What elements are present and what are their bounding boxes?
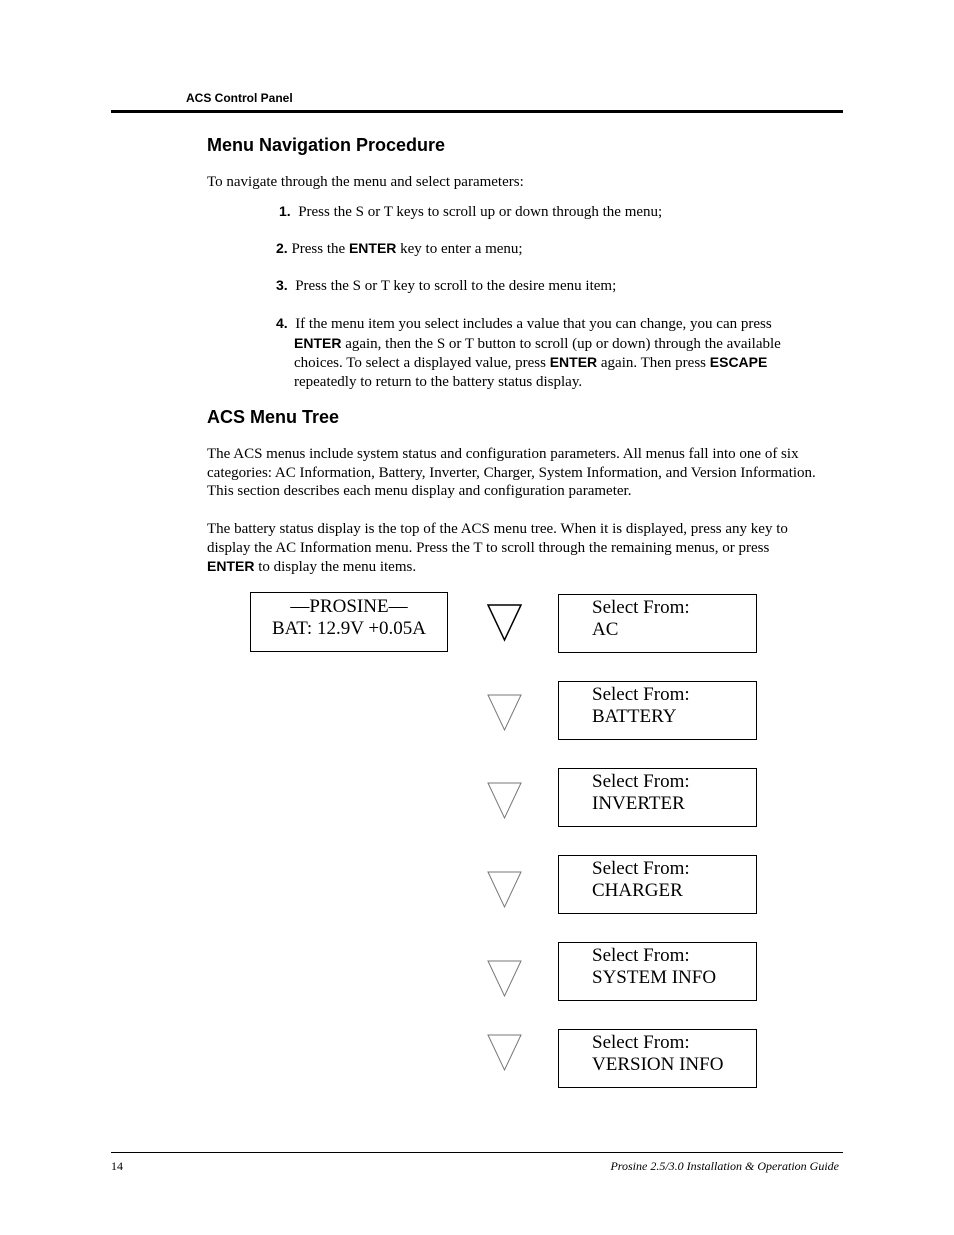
paragraph-line: This section describes each menu display and configuration parameter. <box>207 483 632 499</box>
header-rule <box>111 110 843 113</box>
down-triangle-icon <box>487 960 523 998</box>
menu-box-inverter <box>558 768 757 827</box>
heading-menu-navigation: Menu Navigation Procedure <box>207 135 446 155</box>
menu-box-line-1: Select From: <box>592 858 690 879</box>
step-line: again. Then press <box>597 355 710 371</box>
section-header: ACS Control Panel <box>186 91 293 105</box>
status-display-line-2: BAT: 12.9V +0.05A <box>271 618 427 639</box>
step-4 <box>276 314 836 391</box>
enter-key-label: ENTER <box>207 558 255 574</box>
page-number: 14 <box>111 1159 123 1173</box>
heading-acs-menu-tree: ACS Menu Tree <box>207 407 340 427</box>
step-line: choices. To select a displayed value, press <box>294 355 550 371</box>
down-triangle-icon <box>487 604 523 642</box>
step-text: Press the S or T key to scroll to the desire menu item; <box>295 278 617 294</box>
step-line: again, then the S or T button to scroll (up or down) through the available <box>341 335 781 352</box>
step-number: 1. <box>279 203 291 219</box>
menu-box-line-2: INVERTER <box>592 793 685 814</box>
menu-box-line-2: AC <box>592 619 619 640</box>
step-line: If the menu item you select includes a value that you can change, you can press <box>295 316 772 332</box>
menu-box-battery <box>558 681 757 740</box>
paragraph-line: The ACS menus include system status and configuration parameters. All menus fall into one of six <box>207 446 799 462</box>
paragraph-line: The battery status display is the top of the ACS menu tree. When it is displayed, press any key to <box>207 521 788 537</box>
menu-box-line-1: Select From: <box>592 771 690 792</box>
paragraph-line: display the AC Information menu. Press the T to scroll through the remaining menus, or press <box>207 539 770 556</box>
paragraph-battery-status <box>207 520 847 577</box>
down-triangle-icon <box>487 1034 523 1072</box>
status-display-line-1: —PROSINE— <box>290 596 408 617</box>
document-title: Prosine 2.5/3.0 Installation & Operation Guide <box>610 1159 839 1173</box>
down-triangle-icon <box>487 871 523 909</box>
step-line: repeatedly to return to the battery status display. <box>294 373 583 390</box>
step-2 <box>276 239 523 259</box>
paragraph-line: categories: AC Information, Battery, Inverter, Charger, System Information, and Version Information. <box>207 464 816 481</box>
menu-box-line-2: SYSTEM INFO <box>592 967 717 988</box>
menu-box-system-info <box>558 942 757 1001</box>
step-number: 4. <box>276 315 288 331</box>
menu-box-line-1: Select From: <box>592 684 690 705</box>
menu-box-line-2: CHARGER <box>592 880 683 901</box>
menu-box-line-2: BATTERY <box>592 706 677 727</box>
enter-key-label: ENTER <box>294 334 342 351</box>
step-text-post: key to enter a menu; <box>396 241 523 257</box>
step-1 <box>279 202 662 222</box>
menu-box-line-1: Select From: <box>592 1032 690 1053</box>
enter-key-label: ENTER <box>348 240 397 256</box>
menu-box-line-1: Select From: <box>592 945 690 966</box>
step-number: 3. <box>276 277 288 293</box>
paragraph-line: to display the menu items. <box>254 559 417 575</box>
down-triangle-icon <box>487 782 523 820</box>
menu-box-ac <box>558 594 757 653</box>
step-3 <box>276 276 616 296</box>
step-text-pre: Press the <box>291 241 349 257</box>
escape-key-label: ESCAPE <box>709 354 768 370</box>
menu-box-line-2: VERSION INFO <box>592 1054 724 1075</box>
battery-status-display <box>250 592 448 652</box>
menu-box-charger <box>558 855 757 914</box>
menu-box-version-info <box>558 1029 757 1088</box>
step-text: Press the S or T keys to scroll up or down through the menu; <box>298 204 663 220</box>
step-number: 2. <box>276 240 288 256</box>
intro-text: To navigate through the menu and select parameters: <box>207 174 524 190</box>
footer-rule <box>111 1152 843 1153</box>
down-triangle-icon <box>487 694 523 732</box>
paragraph-menu-categories <box>207 445 847 501</box>
enter-key-label: ENTER <box>549 354 598 370</box>
menu-box-line-1: Select From: <box>592 597 690 618</box>
